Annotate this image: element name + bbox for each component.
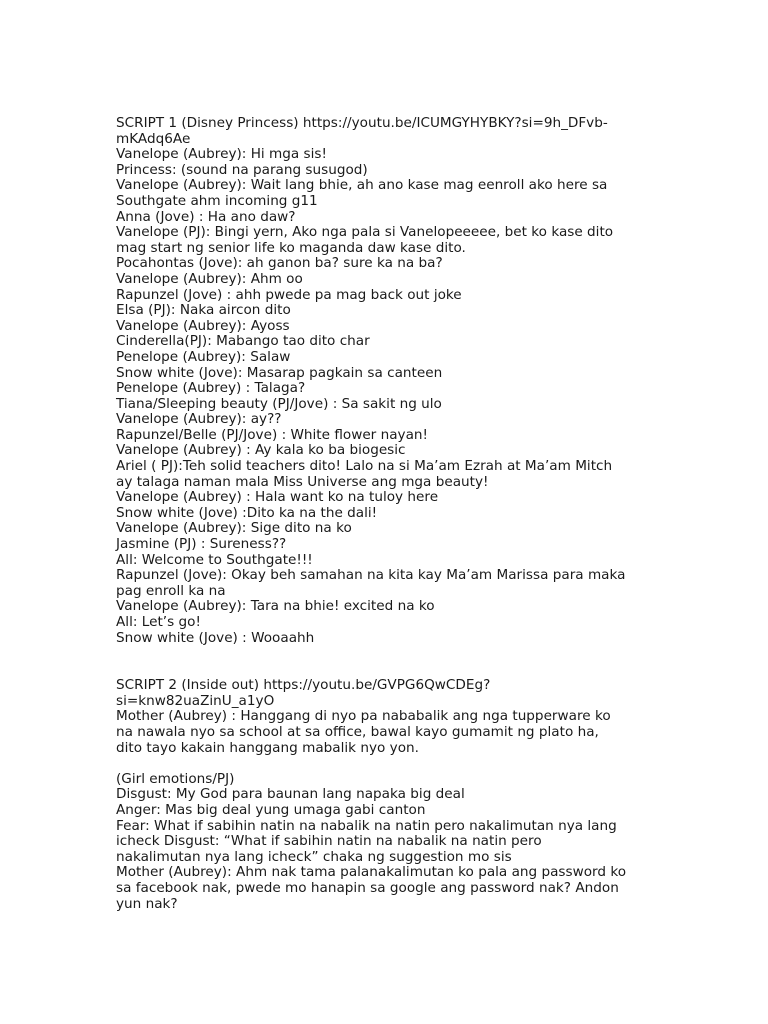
script-line: Vanelope (Aubrey): Ayoss [116,317,290,334]
script-line: Tiana/Sleeping beauty (PJ/Jove) : Sa sakit ng ulo [116,395,442,412]
script-line: Fear: What if sabihin natin na nabalik na natin pero nakalimutan nya lang [116,817,617,834]
script-line: Rapunzel (Jove) : ahh pwede pa mag back out joke [116,286,462,303]
script-line: pag enroll ka na [116,582,226,599]
script-1-section [116,116,658,646]
script-line: Mother (Aubrey) : Hanggang di nyo pa nababalik ang nga tupperware ko [116,708,611,725]
script-line: Rapunzel/Belle (PJ/Jove) : White flower nayan! [116,426,428,443]
script-line: Southgate ahm incoming g11 [116,192,318,209]
script-line: Snow white (Jove) :Dito ka na the dali! [116,504,378,521]
script-line: yun nak? [116,895,178,912]
script-line: Princess: (sound na parang susugod) [116,161,368,178]
script-line: Cinderella(PJ): Mabango tao dito char [116,333,370,350]
script-line: Disgust: My God para baunan lang napaka big deal [116,786,465,803]
script-line: All: Let’s go! [116,614,201,630]
script-line: Rapunzel (Jove): Okay beh samahan na kita kay Ma’am Marissa para maka [116,567,626,584]
script-line: Vanelope (Aubrey): Wait lang bhie, ah ano kase mag eenroll ako here sa [116,177,608,194]
script-line: sa facebook nak, pwede mo hanapin sa google ang password nak? Andon [116,879,619,896]
script-2-dialogue [116,772,658,912]
script-line: Vanelope (Aubrey) : Hala want ko na tuloy here [116,489,439,506]
script-2-intro [116,678,658,756]
script-line: Anger: Mas big deal yung umaga gabi canton [116,801,426,818]
script-line: mag start ng senior life ko maganda daw kase dito. [116,239,466,256]
script-line: Vanelope (Aubrey): ay?? [116,411,282,428]
script-line: Penelope (Aubrey): Salaw [116,348,291,365]
script-line: Elsa (PJ): Naka aircon dito [116,302,291,319]
script-line: ay talaga naman mala Miss Universe ang mga beauty! [116,473,489,490]
script-line: dito tayo kakain hanggang mabalik nyo yon. [116,739,419,756]
script-line: Vanelope (Aubrey): Hi mga sis! [116,146,327,163]
script-line: Vanelope (PJ): Bingi yern, Ako nga pala si Vanelopeeeee, bet ko kase dito [116,224,614,241]
script-line: na nawala nyo sa school at sa office, bawal kayo gumamit ng plato ha, [116,723,599,740]
section-gap [116,646,658,678]
script-line: Anna (Jove) : Ha ano daw? [116,208,296,225]
script-line: Snow white (Jove) : Wooaahh [116,629,315,646]
script-line: (Girl emotions/PJ) [116,770,235,787]
script-line: SCRIPT 2 (Inside out) https://youtu.be/GVPG6QwCDEg? [116,677,491,694]
script-line: Vanelope (Aubrey): Tara na bhie! excited na ko [116,598,435,615]
script-line: mKAdq6Ae [116,130,191,147]
script-line: Vanelope (Aubrey): Ahm oo [116,270,303,287]
script-line: Snow white (Jove): Masarap pagkain sa canteen [116,364,443,381]
blank-line [116,756,658,772]
script-line: si=knw82uaZinU_a1yO [116,692,275,709]
script-line: Mother (Aubrey): Ahm nak tama palanakalimutan ko pala ang password ko [116,864,627,881]
script-line: nakalimutan nya lang icheck” chaka ng suggestion mo sis [116,848,512,865]
script-line: Jasmine (PJ) : Sureness?? [116,536,287,553]
script-line: Penelope (Aubrey) : Talaga? [116,380,306,397]
script-line: SCRIPT 1 (Disney Princess) https://youtu.be/ICUMGYHYBKY?si=9h_DFvb- [116,115,608,131]
script-line: Ariel ( PJ):Teh solid teachers dito! Lalo na si Ma’am Ezrah at Ma’am Mitch [116,458,613,475]
script-2-section [116,678,658,912]
script-line: Vanelope (Aubrey) : Ay kala ko ba biogesic [116,442,406,459]
script-line: Vanelope (Aubrey): Sige dito na ko [116,520,352,537]
script-line: Pocahontas (Jove): ah ganon ba? sure ka na ba? [116,255,443,272]
script-line: All: Welcome to Southgate!!! [116,551,313,568]
script-line: icheck Disgust: “What if sabihin natin na nabalik na natin pero [116,833,542,850]
